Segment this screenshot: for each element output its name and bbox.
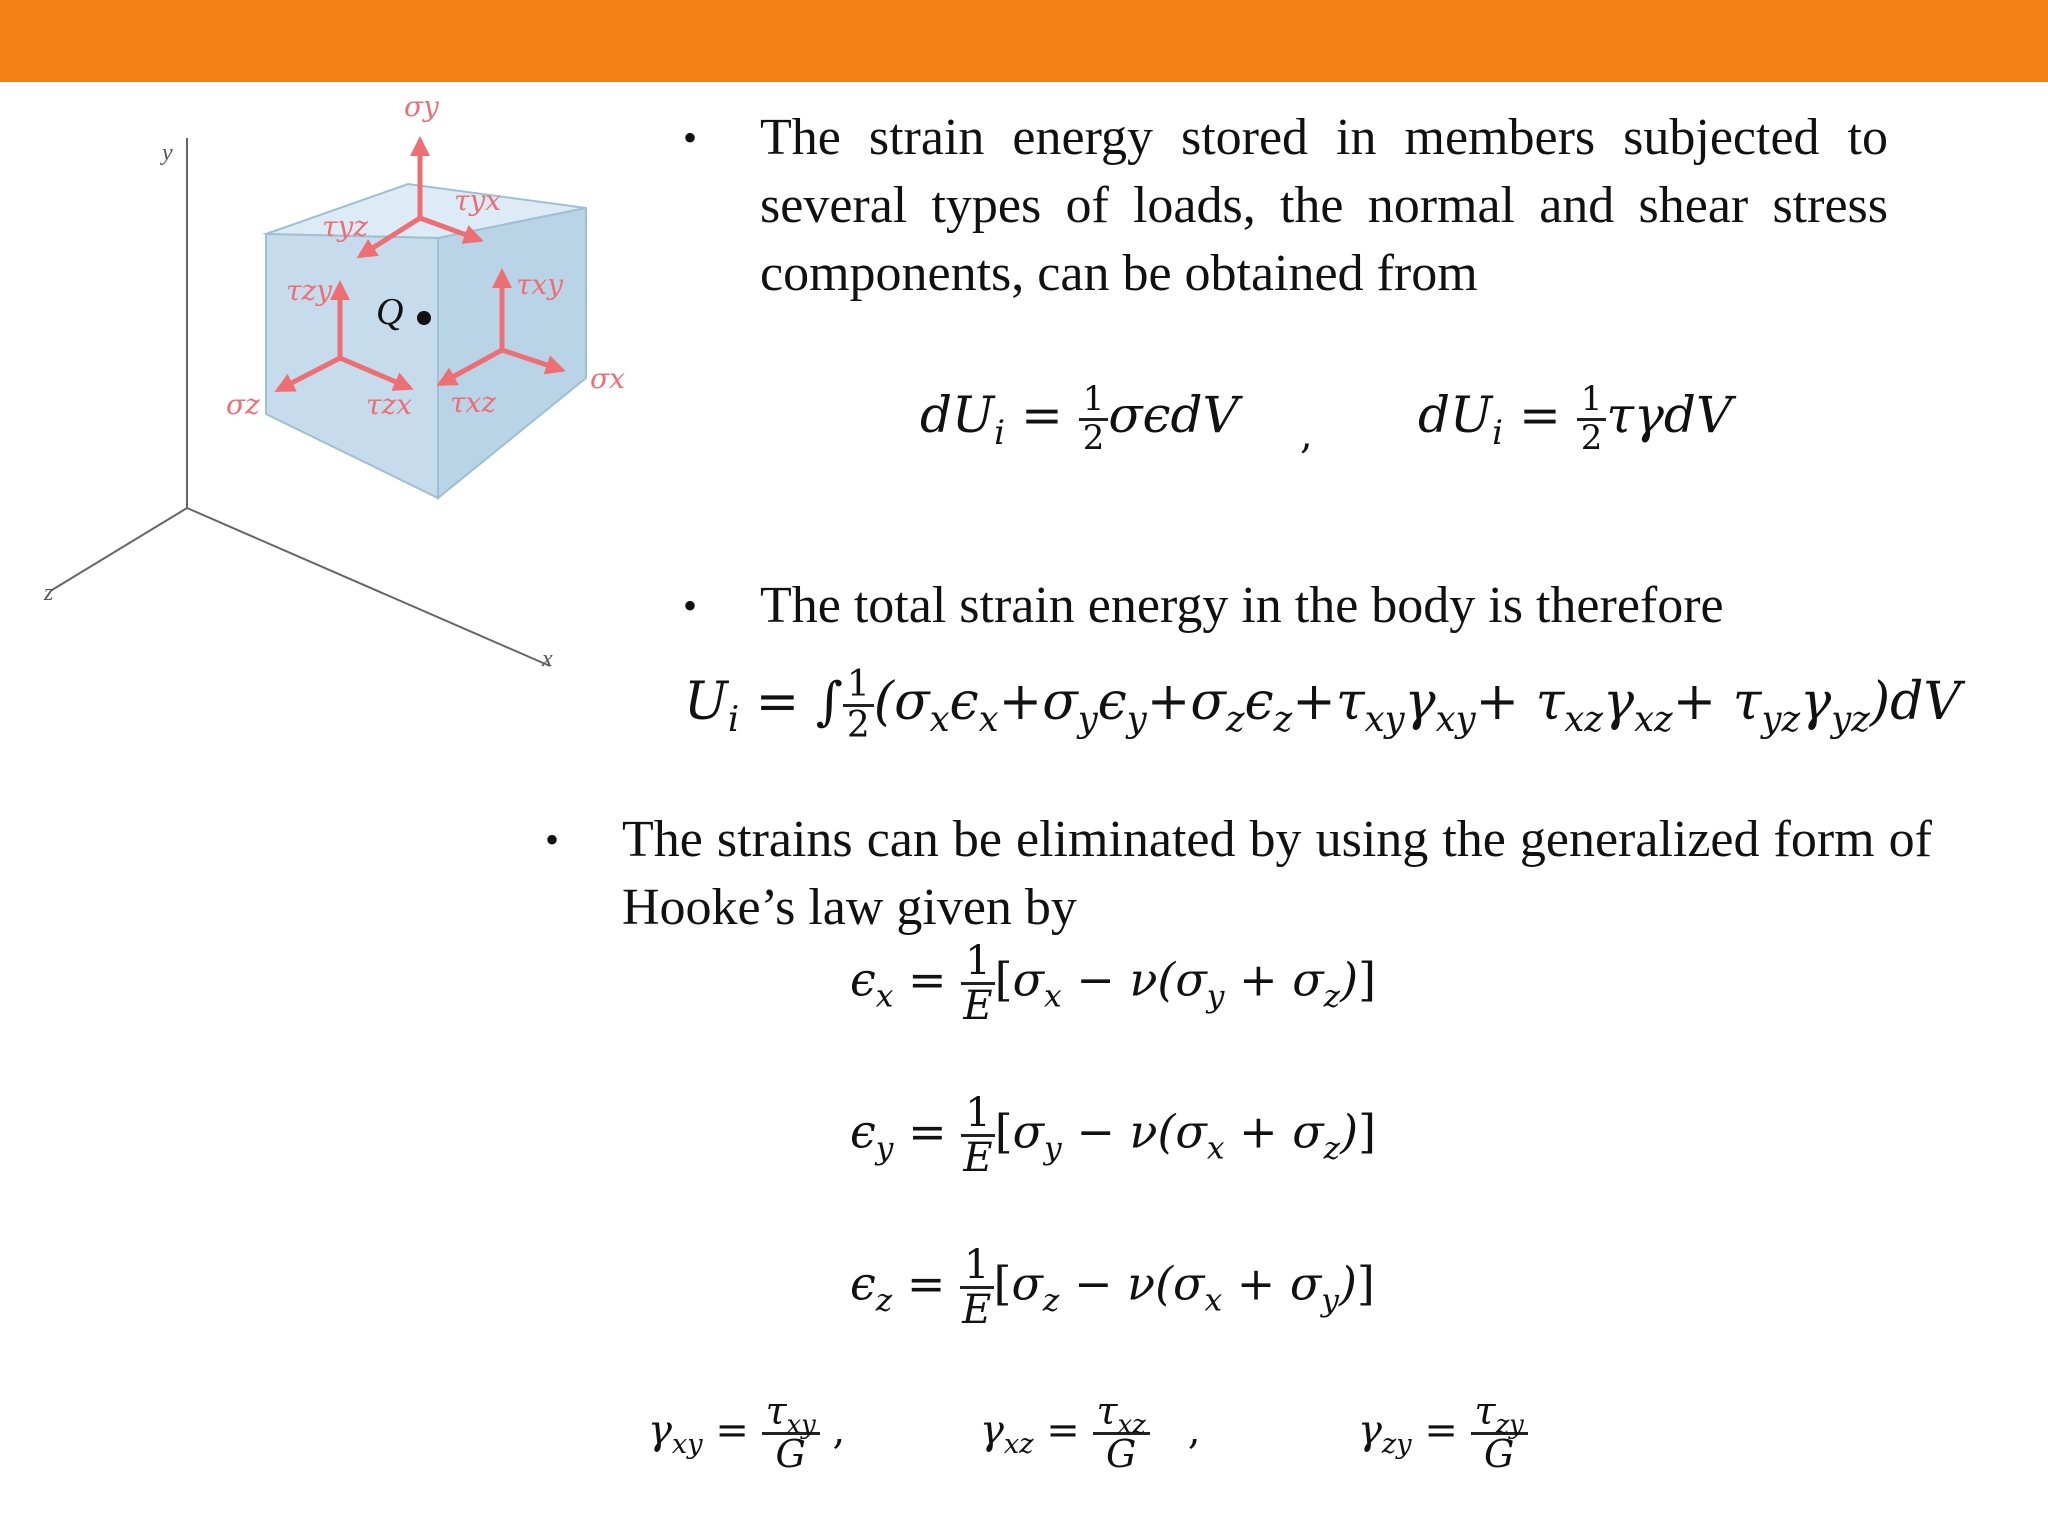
label-tau-zx: τzx bbox=[366, 388, 413, 421]
equation-epsilon-z: $\epsilon_z$ = $\frac{1}{E}$ $[\sigma_z - \nu(\sigma_x + \sigma_y)]$ bbox=[850, 1242, 1375, 1333]
bullet-1-text: The strain energy stored in members subjected to several types of loads, the normal and shear stress components, can be obtained from bbox=[760, 109, 1888, 302]
label-tau-xz: τxz bbox=[450, 386, 497, 419]
equation-du-normal: $dU_i$ = $\frac{1}{2}$ σϵdV bbox=[920, 379, 1239, 458]
point-q bbox=[417, 311, 431, 325]
header-bar bbox=[0, 0, 2048, 82]
label-tau-yz: τyz bbox=[322, 210, 369, 243]
point-label: Q bbox=[376, 291, 404, 333]
bullet-1-marker: • bbox=[683, 115, 698, 160]
equation-total-strain-energy: $U_i$ = ∫ $\frac{1}{2}$ $(\sigma_x\epsilon_x+\sigma_y\epsilon_y+\sigma_z\epsilon_z+\tau_{xy}\gamma_{xy}+ \tau_{xz}\gamma_{xz}+ \tau_{yz}\gamma_{yz})dV$ bbox=[684, 664, 1961, 746]
equation-gamma-zy: $\gamma_{zy}$ = $\frac{\tau_{zy}}{G}$ bbox=[1358, 1392, 1528, 1475]
label-sigma-x: σx bbox=[590, 362, 625, 395]
x-axis-label: x bbox=[542, 646, 553, 672]
equation-gamma-xy: $\gamma_{xy}$ = $\frac{\tau_{xy}}{G}$ , bbox=[648, 1389, 846, 1476]
label-sigma-y: σy bbox=[404, 90, 439, 123]
stress-element-figure bbox=[30, 88, 670, 688]
bullet-2-marker: • bbox=[683, 583, 698, 628]
z-axis-label: z bbox=[44, 580, 54, 606]
equation-separator: , bbox=[1300, 412, 1313, 458]
bullet-2-text: The total strain energy in the body is therefore bbox=[760, 577, 1724, 634]
y-axis-label: y bbox=[162, 140, 173, 166]
equation-du-shear: $dU_i$ = $\frac{1}{2}$ τγdV bbox=[1418, 379, 1733, 458]
equation-gamma-xz: $\gamma_{xz}$ = $\frac{\tau_{xz}}{G}$ , bbox=[980, 1389, 1201, 1476]
bullet-3-text: The strains can be eliminated by using the generalized form of Hooke’s law given by bbox=[622, 811, 1932, 936]
label-tau-xy: τxy bbox=[516, 268, 564, 301]
equation-epsilon-y: $\epsilon_y$ = $\frac{1}{E}$ $[\sigma_y - \nu(\sigma_x + \sigma_z)]$ bbox=[850, 1090, 1377, 1181]
cube bbox=[266, 184, 586, 498]
bullet-3-marker: • bbox=[545, 817, 560, 862]
label-sigma-z: σz bbox=[226, 388, 260, 421]
label-tau-yx: τyx bbox=[454, 184, 502, 217]
label-tau-zy: τzy bbox=[286, 274, 333, 307]
equation-epsilon-x: $\epsilon_x$ = $\frac{1}{E}$ $[\sigma_x - \nu(\sigma_y + \sigma_z)]$ bbox=[850, 938, 1377, 1029]
